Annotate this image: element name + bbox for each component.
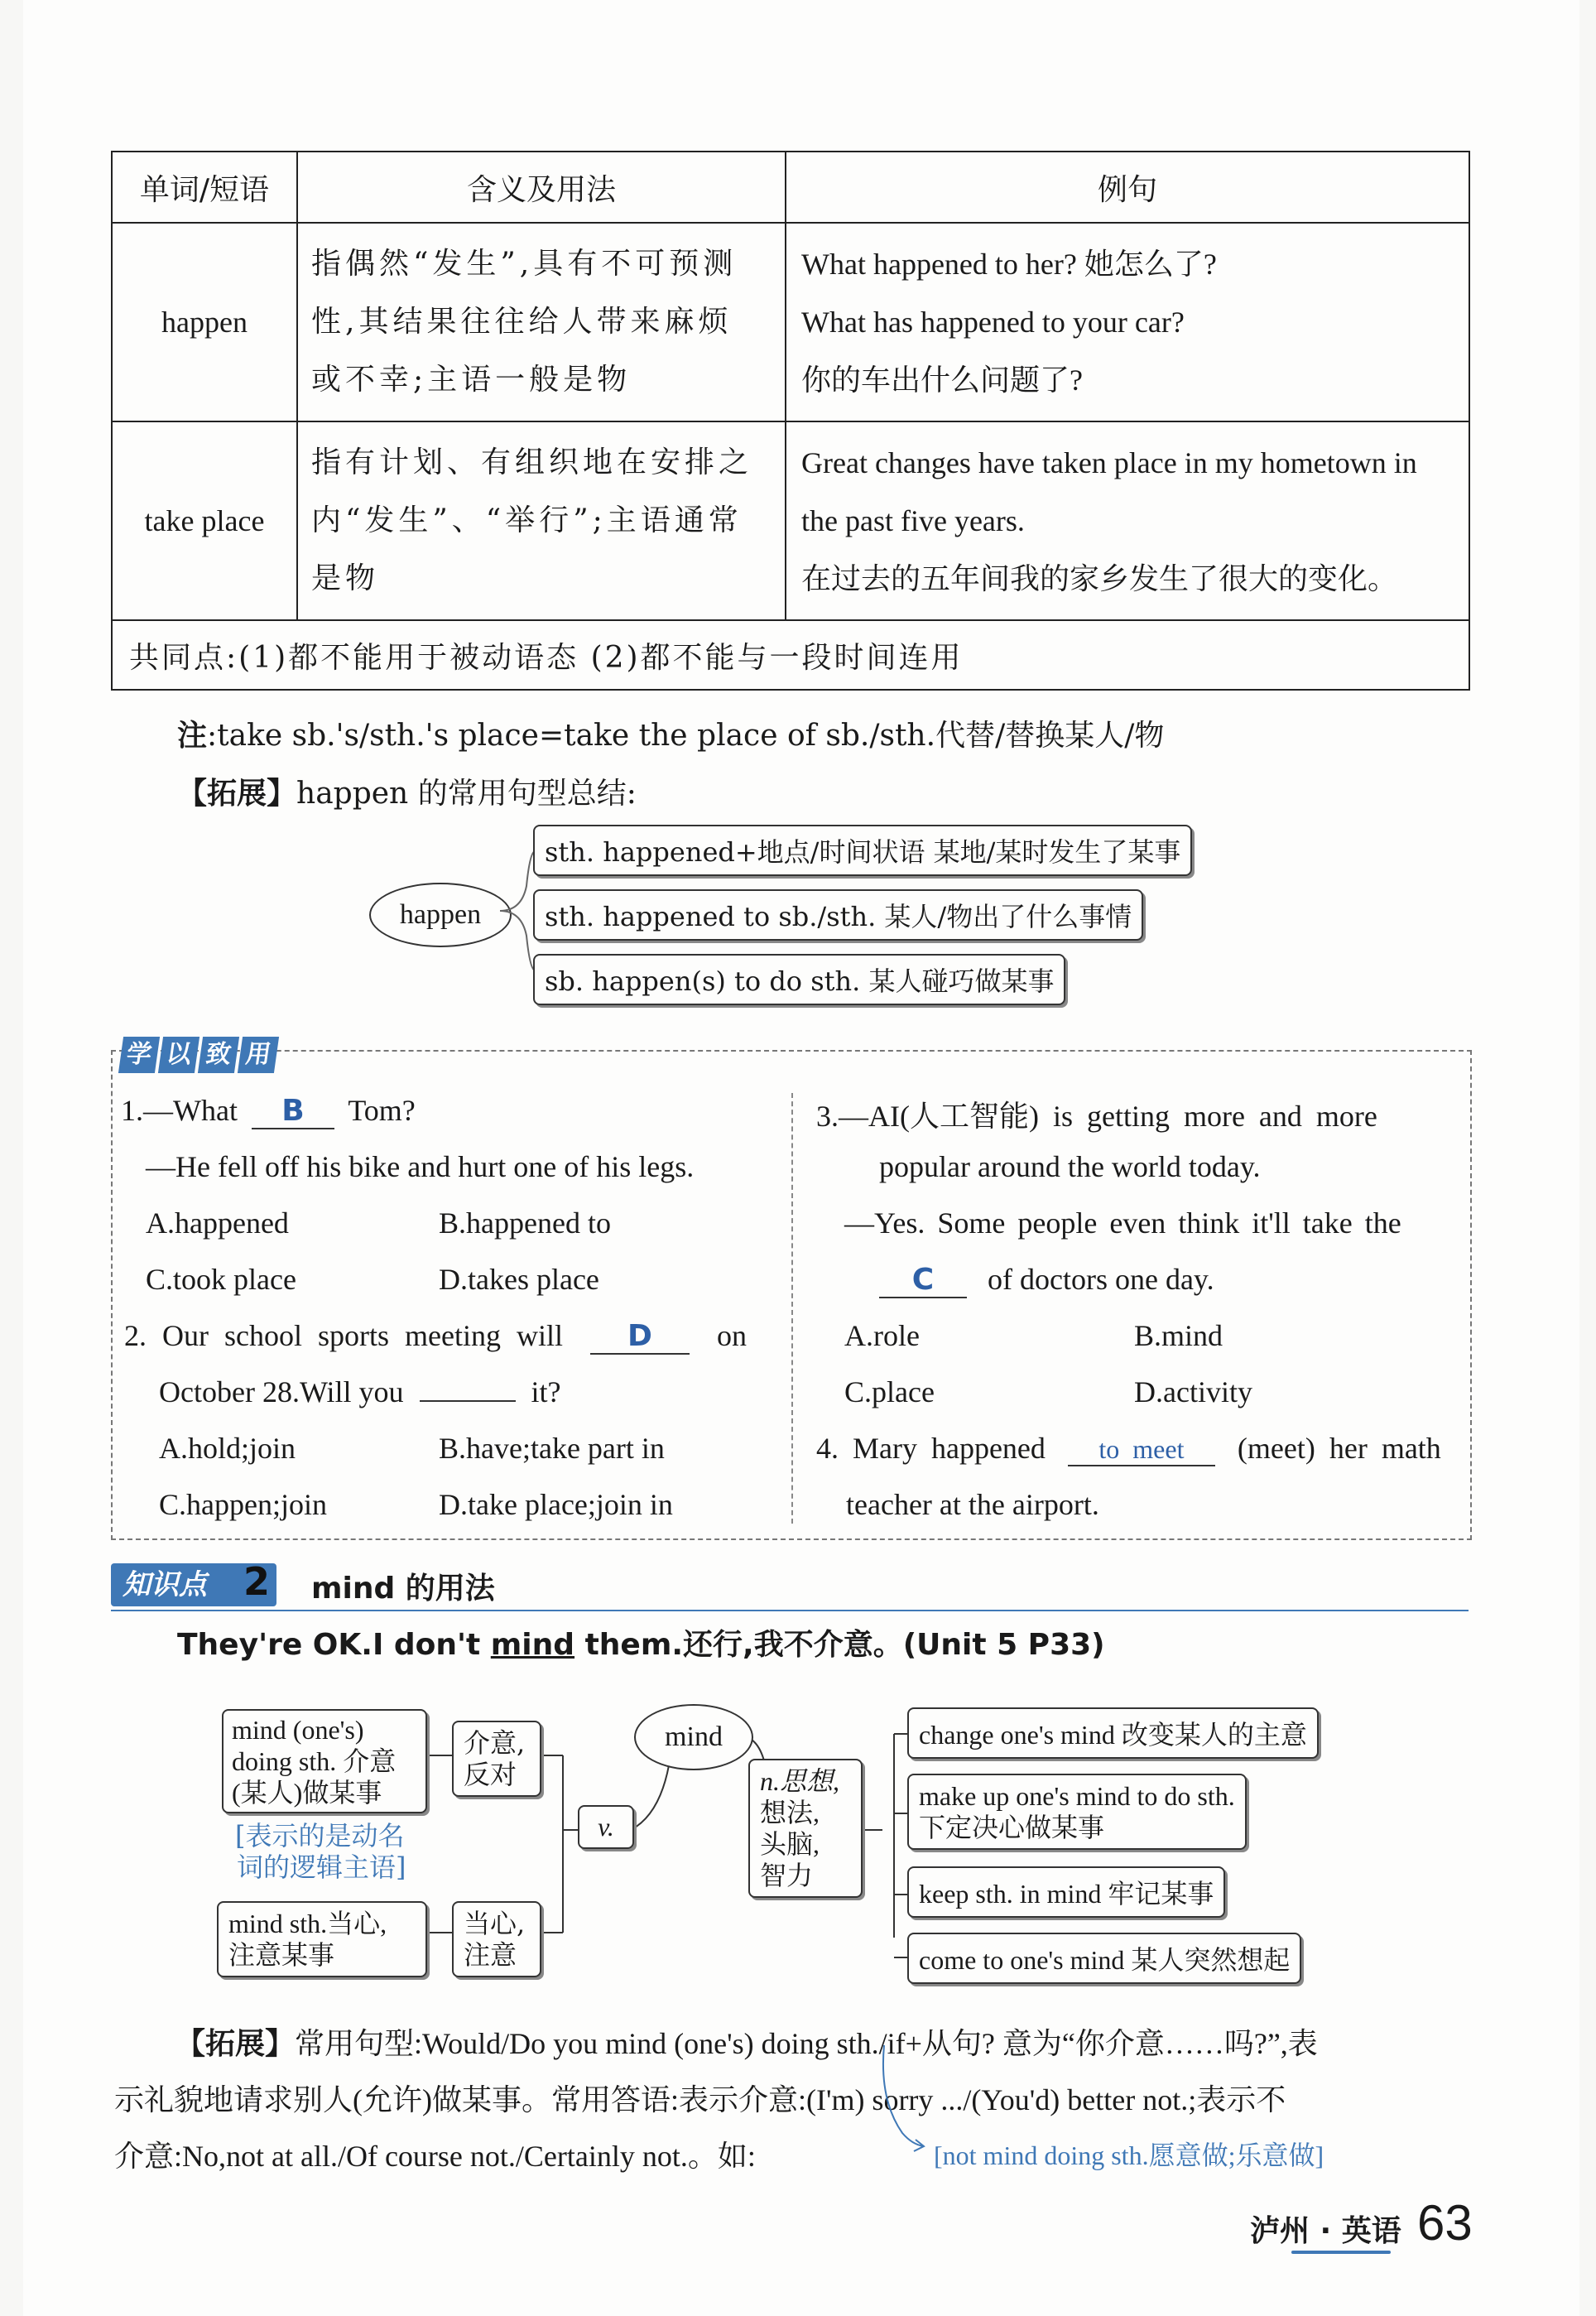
q3-opt-d: D.activity [1134,1375,1252,1408]
q2-line2: October 28.Will you it? [159,1375,561,1408]
phrase-keep-in-mind: keep sth. in mind 牢记某事 [907,1866,1225,1918]
extend2-arrow [877,2042,927,2158]
usage-cell: 指有计划、有组织地在安排之 内“发生”、“举行”;主语通常 是物 [297,421,786,620]
q1-opt-d: D.takes place [439,1263,599,1296]
example-cell: Great changes have taken place in my hometown in the past five years. 在过去的五年间我的家乡发生了很大的变化。 [786,421,1469,620]
q3-line4: C of doctors one day. [879,1262,1214,1298]
phrase-come-to-mind: come to one's mind 某人突然想起 [907,1933,1301,1984]
extend-line: 【拓展】happen 的常用句型总结: [177,777,637,811]
example-sentence: They're OK.I don't mind them.还行,我不介意。(Unit 5 P33) [177,1628,1105,1662]
happen-pattern-2: sth. happened to sb./sth. 某人/物出了什么事情 [533,889,1143,941]
q1-answer: B [252,1094,334,1129]
q4-line1: 4. Mary happened to meet (meet) her math [816,1432,1441,1465]
q3-answer: C [879,1263,967,1298]
noun-box: n.思想, 想法, 头脑, 智力 [748,1759,863,1898]
page-number: 63 [1417,2195,1473,2251]
header-usage: 含义及用法 [297,152,786,223]
phrase-make-up-mind: make up one's mind to do sth. 下定决心做某事 [907,1774,1247,1850]
q1-line2: —He fell off his bike and hurt one of his legs. [146,1150,695,1183]
phrase-change-mind: change one's mind 改变某人的主意 [907,1707,1319,1759]
q1-opt-b: B.happened to [439,1206,611,1240]
extend2-line3: 介意:No,not at all./Of course not./Certainly not.。如: [114,2140,756,2173]
common-points: 共同点:(1)都不能用于被动语态 (2)都不能与一段时间连用 [112,620,1469,690]
q3-opt-c: C.place [844,1375,935,1408]
q1-line1: 1.—What B Tom? [121,1094,416,1128]
usage-cell: 指偶然“发生”,具有不可预测 性,其结果往往给人带来麻烦 或不幸;主语一般是物 [297,223,786,421]
kp2-title: mind 的用法 [311,1572,495,1606]
meaning-object-box: 介意, 反对 [452,1721,541,1797]
q4-answer: to meet [1068,1434,1215,1466]
extend2-note: [not mind doing sth.愿意做;乐意做] [934,2140,1324,2170]
kp2-badge: 知识点 2 [111,1563,276,1606]
meaning-careful-box: 当心, 注意 [452,1901,541,1977]
word-cell: take place [112,421,297,620]
header-example: 例句 [786,152,1469,223]
happen-oval: happen [369,883,512,947]
note-line: 注:take sb.'s/sth.'s place=take the place of sb./sth.代替/替换某人/物 [177,719,1165,753]
q2-line1: 2. Our school sports meeting will D on [124,1319,747,1353]
q2-opt-c: C.happen;join [159,1488,327,1521]
q3-opt-a: A.role [844,1319,920,1352]
q2-opt-d: D.take place;join in [439,1488,673,1521]
mind-sth-box: mind sth.当心, 注意某事 [217,1901,427,1977]
happen-pattern-1: sth. happened+地点/时间状语 某地/某时发生了某事 [533,825,1192,876]
verb-box: v. [578,1805,634,1849]
example-cell: What happened to her? 她怎么了? What has happened to your car? 你的车出什么问题了? [786,223,1469,421]
word-cell: happen [112,223,297,421]
q2-opt-a: A.hold;join [159,1432,296,1465]
q2-answer: D [590,1319,690,1355]
q4-line2: teacher at the airport. [846,1488,1099,1521]
mind-oval: mind [634,1704,753,1770]
footer-title: 泸州 · 英语 [1250,2214,1401,2248]
q1-opt-c: C.took place [146,1263,296,1296]
footer-underline [1291,2251,1391,2254]
q3-opt-b: B.mind [1134,1319,1223,1352]
mind-doing-note: [表示的是动名 词的逻辑主语] [235,1820,406,1883]
extend2-line2: 示礼貌地请求别人(允许)做某事。常用答语:表示介意:(I'm) sorry .../(You'd) better not.;表示不 [114,2083,1286,2116]
happen-pattern-3: sb. happen(s) to do sth. 某人碰巧做某事 [533,954,1065,1005]
q2-opt-b: B.have;take part in [439,1432,665,1465]
mind-doing-box: mind (one's) doing sth. 介意 (某人)做某事 [222,1709,427,1813]
header-word: 单词/短语 [112,152,297,223]
q3-line2: popular around the world today. [879,1150,1261,1183]
q1-opt-a: A.happened [146,1206,289,1240]
q3-line1: 3.—AI(人工智能) is getting more and more [816,1100,1377,1133]
extend2-line1: 【拓展】常用句型:Would/Do you mind (one's) doing sth./if+从句? 意为“你介意……吗?”,表 [175,2027,1318,2061]
q3-line3: —Yes. Some people even think it'll take the [844,1206,1401,1240]
practice-tag: 学 以 致 用 [121,1037,276,1073]
